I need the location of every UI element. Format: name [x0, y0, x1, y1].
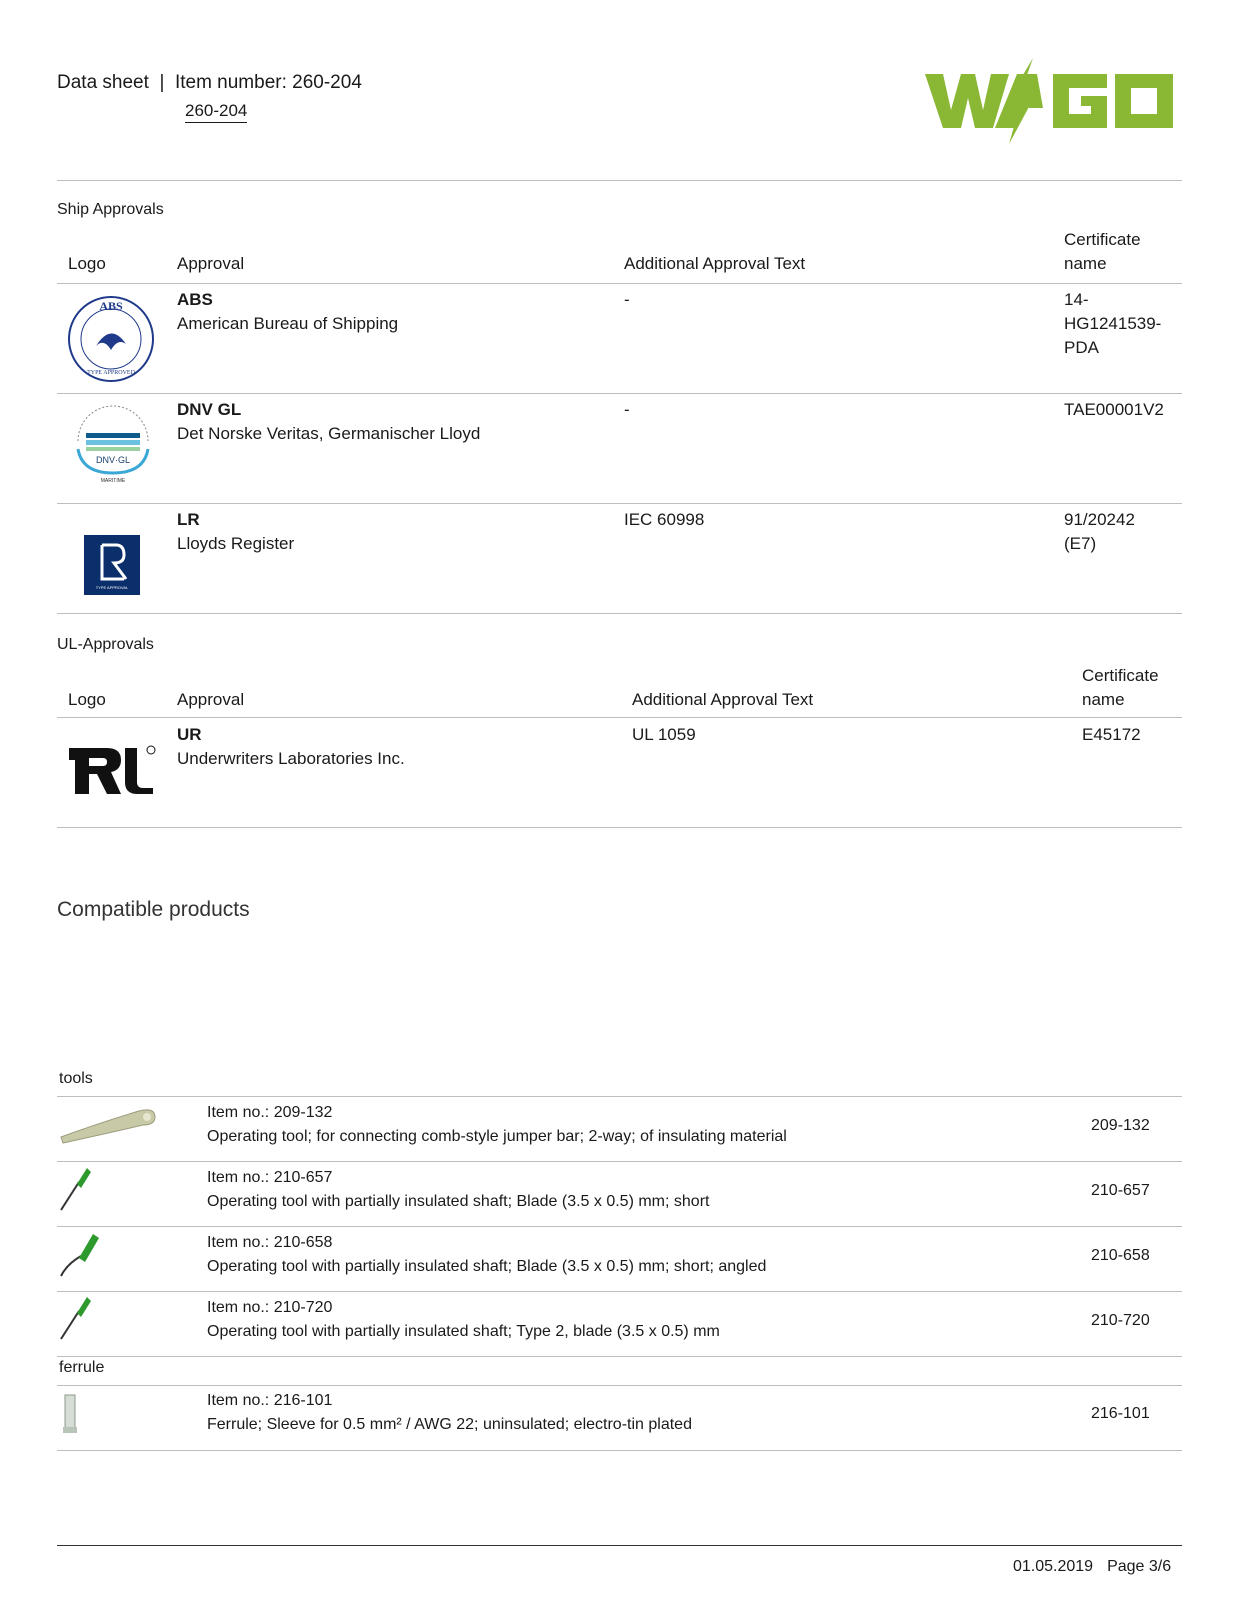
approval-code: UR [177, 725, 202, 744]
screwdriver-icon[interactable] [59, 1295, 93, 1341]
header-divider [57, 180, 1182, 181]
ferrule-icon[interactable] [62, 1393, 78, 1435]
section-divider [57, 827, 1182, 828]
table-header-divider [57, 283, 1182, 284]
additional-text: IEC 60998 [624, 510, 705, 529]
item-code: 210-720 [1091, 1312, 1150, 1329]
item-code: 209-132 [1091, 1117, 1150, 1134]
footer-divider [57, 1545, 1182, 1546]
approval-code: DNV GL [177, 400, 242, 419]
ur-logo-icon [67, 744, 159, 800]
ul-approvals-title: UL-Approvals [57, 636, 154, 653]
row-divider [57, 503, 1182, 504]
category-divider [57, 1385, 1182, 1386]
col-certificate: Certificate name [1064, 230, 1141, 273]
table-header-divider [57, 717, 1182, 718]
additional-text: UL 1059 [632, 725, 696, 744]
col-additional-text: Additional Approval Text [624, 254, 806, 273]
row-divider [57, 1450, 1182, 1451]
dnv-gl-logo-icon [72, 405, 154, 485]
additional-text: - [624, 400, 630, 419]
abs-logo-icon [66, 294, 156, 384]
svg-text:ABS: ABS [99, 299, 123, 313]
item-title[interactable]: Item no.: 210-657 [207, 1169, 333, 1186]
row-divider [57, 1161, 1182, 1162]
svg-text:MARITIME: MARITIME [100, 478, 126, 484]
approval-code: ABS [177, 290, 213, 309]
item-description: Operating tool with partially insulated shaft; Type 2, blade (3.5 x 0.5) mm [207, 1323, 720, 1340]
section-divider [57, 613, 1182, 614]
row-divider [57, 1356, 1182, 1357]
svg-text:DNV·GL: DNV·GL [95, 455, 131, 465]
item-code: 210-657 [1091, 1182, 1150, 1199]
svg-text:TYPE APPROVAL: TYPE APPROVAL [95, 585, 129, 590]
approval-code: LR [177, 510, 200, 529]
compatible-products-title: Compatible products [57, 898, 250, 921]
item-title[interactable]: Item no.: 210-658 [207, 1234, 333, 1251]
item-code: 210-658 [1091, 1247, 1150, 1264]
item-description: Operating tool; for connecting comb-style jumper bar; 2-way; of insulating material [207, 1128, 787, 1145]
ship-approvals-title: Ship Approvals [57, 201, 164, 218]
item-title[interactable]: Item no.: 210-720 [207, 1299, 333, 1316]
item-description: Operating tool with partially insulated shaft; Blade (3.5 x 0.5) mm; short [207, 1193, 710, 1210]
item-title[interactable]: Item no.: 209-132 [207, 1104, 333, 1121]
approval-name: Lloyds Register [177, 534, 295, 553]
approval-name: Det Norske Veritas, Germanischer Lloyd [177, 424, 481, 443]
approval-name: Underwriters Laboratories Inc. [177, 749, 405, 768]
item-title[interactable]: Item no.: 216-101 [207, 1392, 333, 1409]
footer-date: 01.05.2019 [1013, 1558, 1094, 1575]
item-number-link[interactable]: 260-204 [185, 101, 247, 123]
col-additional-text: Additional Approval Text [632, 690, 814, 709]
row-divider [57, 1291, 1182, 1292]
row-divider [57, 393, 1182, 394]
wago-logo-icon [925, 58, 1180, 144]
angled-screwdriver-icon[interactable] [59, 1230, 103, 1278]
footer [1013, 1558, 1185, 1576]
category-divider [57, 1096, 1182, 1097]
item-code: 216-101 [1091, 1405, 1150, 1422]
certificate-name: E45172 [1082, 725, 1141, 744]
col-logo: Logo [68, 690, 106, 709]
screwdriver-icon[interactable] [59, 1166, 93, 1212]
page-title: Data sheet | Item number: 260-204 [57, 72, 362, 93]
col-logo: Logo [68, 254, 106, 273]
operating-tool-icon[interactable] [59, 1103, 159, 1145]
row-divider [57, 1226, 1182, 1227]
lr-logo-icon [84, 535, 140, 595]
approval-name: American Bureau of Shipping [177, 314, 399, 333]
category-ferrule: ferrule [59, 1359, 105, 1376]
certificate-name: 14- HG1241539- PDA [1064, 290, 1162, 357]
item-description: Ferrule; Sleeve for 0.5 mm² / AWG 22; uninsulated; electro-tin plated [207, 1416, 692, 1433]
category-tools: tools [59, 1070, 93, 1087]
footer-page: Page 3/6 [1107, 1558, 1172, 1575]
col-approval: Approval [177, 254, 245, 273]
item-description: Operating tool with partially insulated shaft; Blade (3.5 x 0.5) mm; short; angled [207, 1258, 767, 1275]
col-approval: Approval [177, 690, 245, 709]
certificate-name: TAE00001V2 [1064, 400, 1164, 419]
col-certificate: Certificate name [1082, 666, 1159, 709]
svg-text:TYPE APPROVED: TYPE APPROVED [87, 370, 135, 376]
additional-text: - [624, 290, 630, 309]
certificate-name: 91/20242 (E7) [1064, 510, 1135, 553]
